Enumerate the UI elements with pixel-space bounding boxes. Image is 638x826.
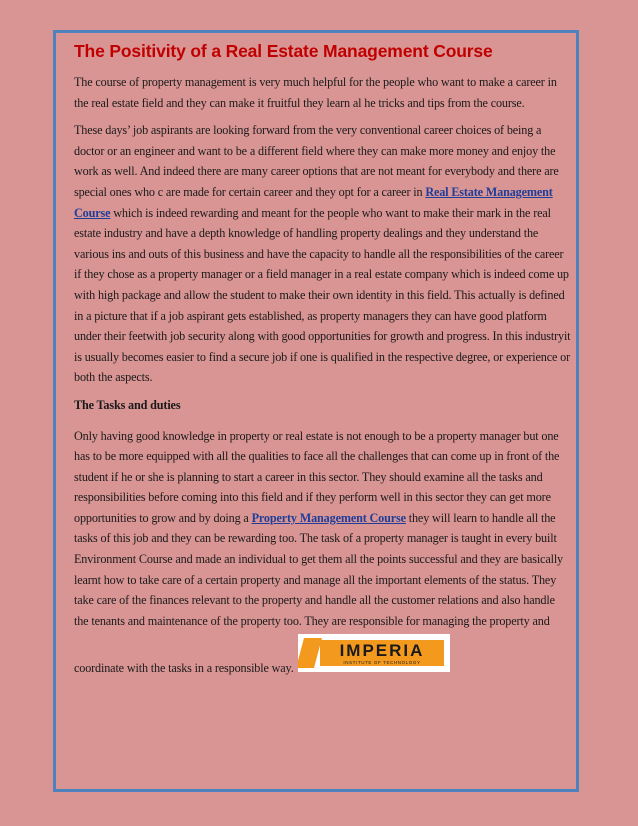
paragraph-career-text-1: These days’ job aspirants are looking forward from the very conventional career choices of being a doctor or an engineer and want to be a different field where they can make more money and enjoy the work as well. And indeed there are many career options that are not meant for everybody and there are special ones who c are made for certain career and they opt for a career in — [74, 123, 559, 199]
paragraph-tasks-text-2: they will learn to handle all the tasks of this job and they can be rewarding too. The task of a property manager is taught in every built Environment Course and made an individual to get them all the points successful and they are basically learnt how to take care of a certain property and manage all the important elements of the status. They take care of the finances relevant to the property and handle all the customer relations and also handle the tenants and maintenance of the property too. They are responsible for managing the property and — [74, 510, 563, 628]
imperia-logo — [298, 634, 450, 672]
imperia-logo-graphic — [298, 634, 450, 672]
document-title: The Positivity of a Real Estate Management Course — [74, 41, 493, 61]
document-body — [74, 40, 572, 678]
paragraph-career-text-2: which is indeed rewarding and meant for the people who want to make their mark in the real estate industry and have a depth knowledge of handling property dealings and they understand the various ins and outs of this business and have the capacity to handle all the responsibilities of the career if they chose as a property manager or a field manager in a real estate company which is indeed come up with high package and allow the student to make their own identity in this field. This actually is defined in a picture that if a job aspirant gets established, as property managers they can have good platform under their feetwith job security along with good opportunities for growth and progress. In this industryit is usually becomes easier to find a secure job if one is qualified in the respective degree, or experience or both the aspects. — [74, 205, 571, 385]
paragraph-career — [74, 120, 572, 388]
section-heading-tasks: The Tasks and duties — [74, 397, 181, 412]
paragraph-intro: The course of property management is very much helpful for the people who want to make a career in the real estate field and they can make it fruitful they learn al he tricks and tips from the course. — [74, 75, 557, 110]
svg-text:INSTITUTE OF TECHNOLOGY: INSTITUTE OF TECHNOLOGY — [342, 660, 421, 666]
paragraph-tasks — [74, 426, 572, 632]
real-estate-course-link[interactable]: Real Estate Management Course — [74, 184, 553, 220]
property-management-course-link[interactable]: Property Management Course — [251, 510, 406, 525]
closing-text: coordinate with the tasks in a responsible way. — [74, 660, 294, 675]
paragraph-tasks-text-1: Only having good knowledge in property or real estate is not enough to be a property manager but one has to be more equipped with all the qualities to face all the challenges that can come up in front of the student if he or she is planning to start a career in this sector. They should examine all the tasks and responsibilities before coming into this field and if they perform well in this sector they can get more opportunities to grow and by doing a — [74, 428, 560, 525]
closing-line — [74, 640, 572, 678]
svg-text:IMPERIA: IMPERIA — [339, 641, 425, 661]
